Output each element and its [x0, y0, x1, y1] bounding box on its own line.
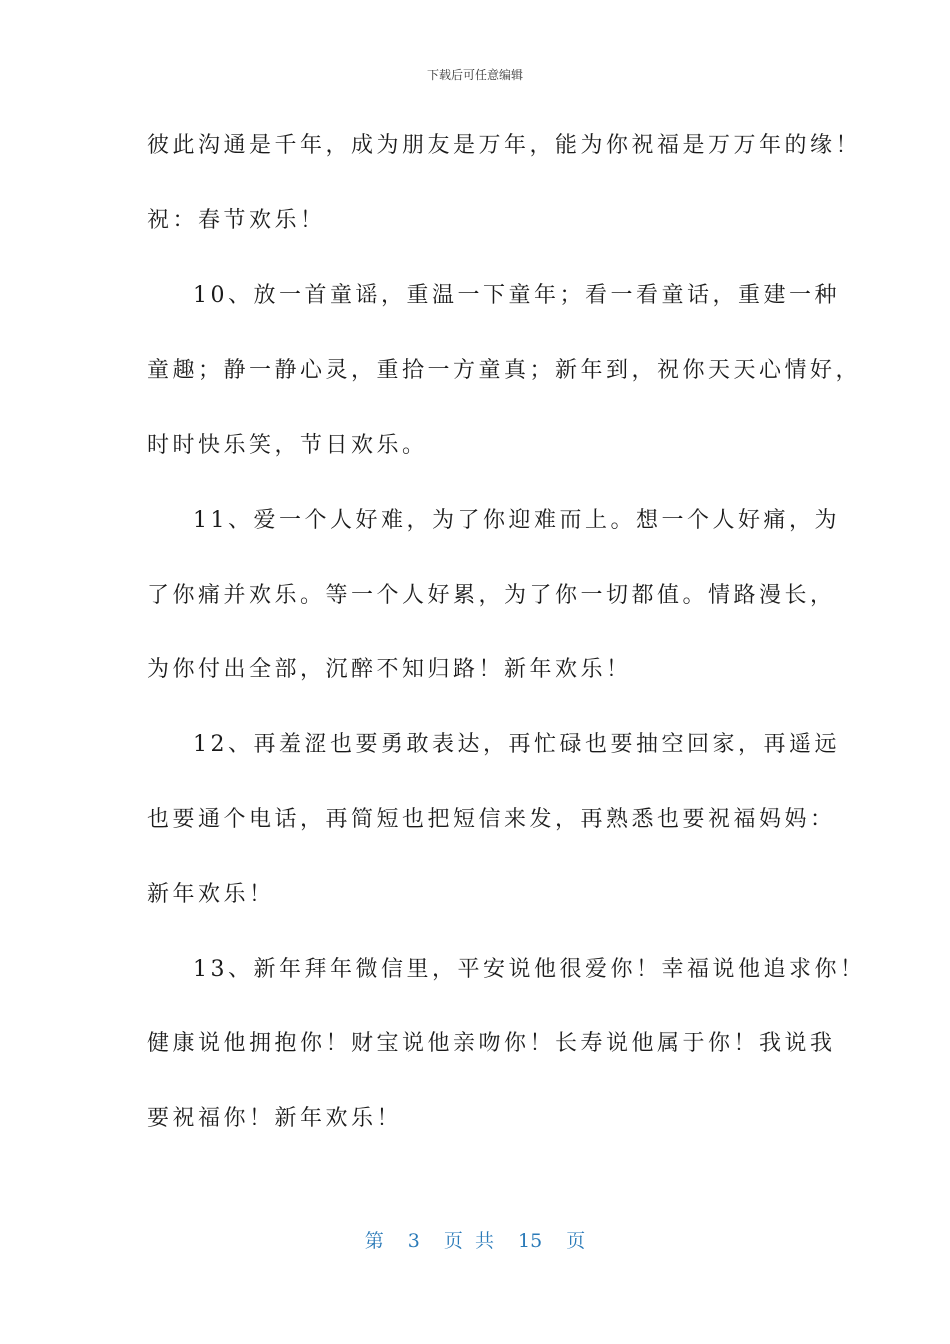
text-line: 12、再羞涩也要勇敢表达，再忙碌也要抽空回家，再遥远	[193, 732, 840, 757]
text-line: 了你痛并欢乐。等一个人好累，为了你一切都值。情路漫长，	[147, 583, 836, 608]
text-line: 彼此沟通是千年，成为朋友是万年，能为你祝福是万万年的缘！	[147, 133, 862, 158]
header-note: 下载后可任意编辑	[426, 68, 523, 82]
text-line: 为你付出全部，沉醉不知归路！新年欢乐！	[147, 657, 632, 682]
text-line: 10、放一首童谣，重温一下童年；看一看童话，重建一种	[193, 283, 840, 308]
text-line: 13、新年拜年微信里，平安说他很爱你！幸福说他追求你！	[193, 957, 866, 982]
total-page-count: 15	[518, 1230, 543, 1252]
footer-prefix: 第	[364, 1230, 384, 1252]
text-line: 11、爱一个人好难，为了你迎难而上。想一个人好痛，为	[193, 508, 840, 533]
footer-middle: 页 共	[443, 1230, 494, 1252]
footer-suffix: 页	[566, 1230, 586, 1252]
text-line: 时时快乐笑，节日欢乐。	[147, 433, 428, 458]
text-line: 祝：春节欢乐！	[147, 208, 326, 233]
text-line: 新年欢乐！	[147, 882, 275, 907]
text-line: 健康说他拥抱你！财宝说他亲吻你！长寿说他属于你！我说我	[147, 1031, 836, 1056]
text-line: 要祝福你！新年欢乐！	[147, 1106, 403, 1131]
page-footer	[0, 1226, 950, 1253]
text-line: 也要通个电话，再简短也把短信来发，再熟悉也要祝福妈妈：	[147, 807, 836, 832]
current-page-number: 3	[407, 1230, 420, 1252]
text-line: 童趣；静一静心灵，重拾一方童真；新年到，祝你天天心情好，	[147, 358, 862, 383]
